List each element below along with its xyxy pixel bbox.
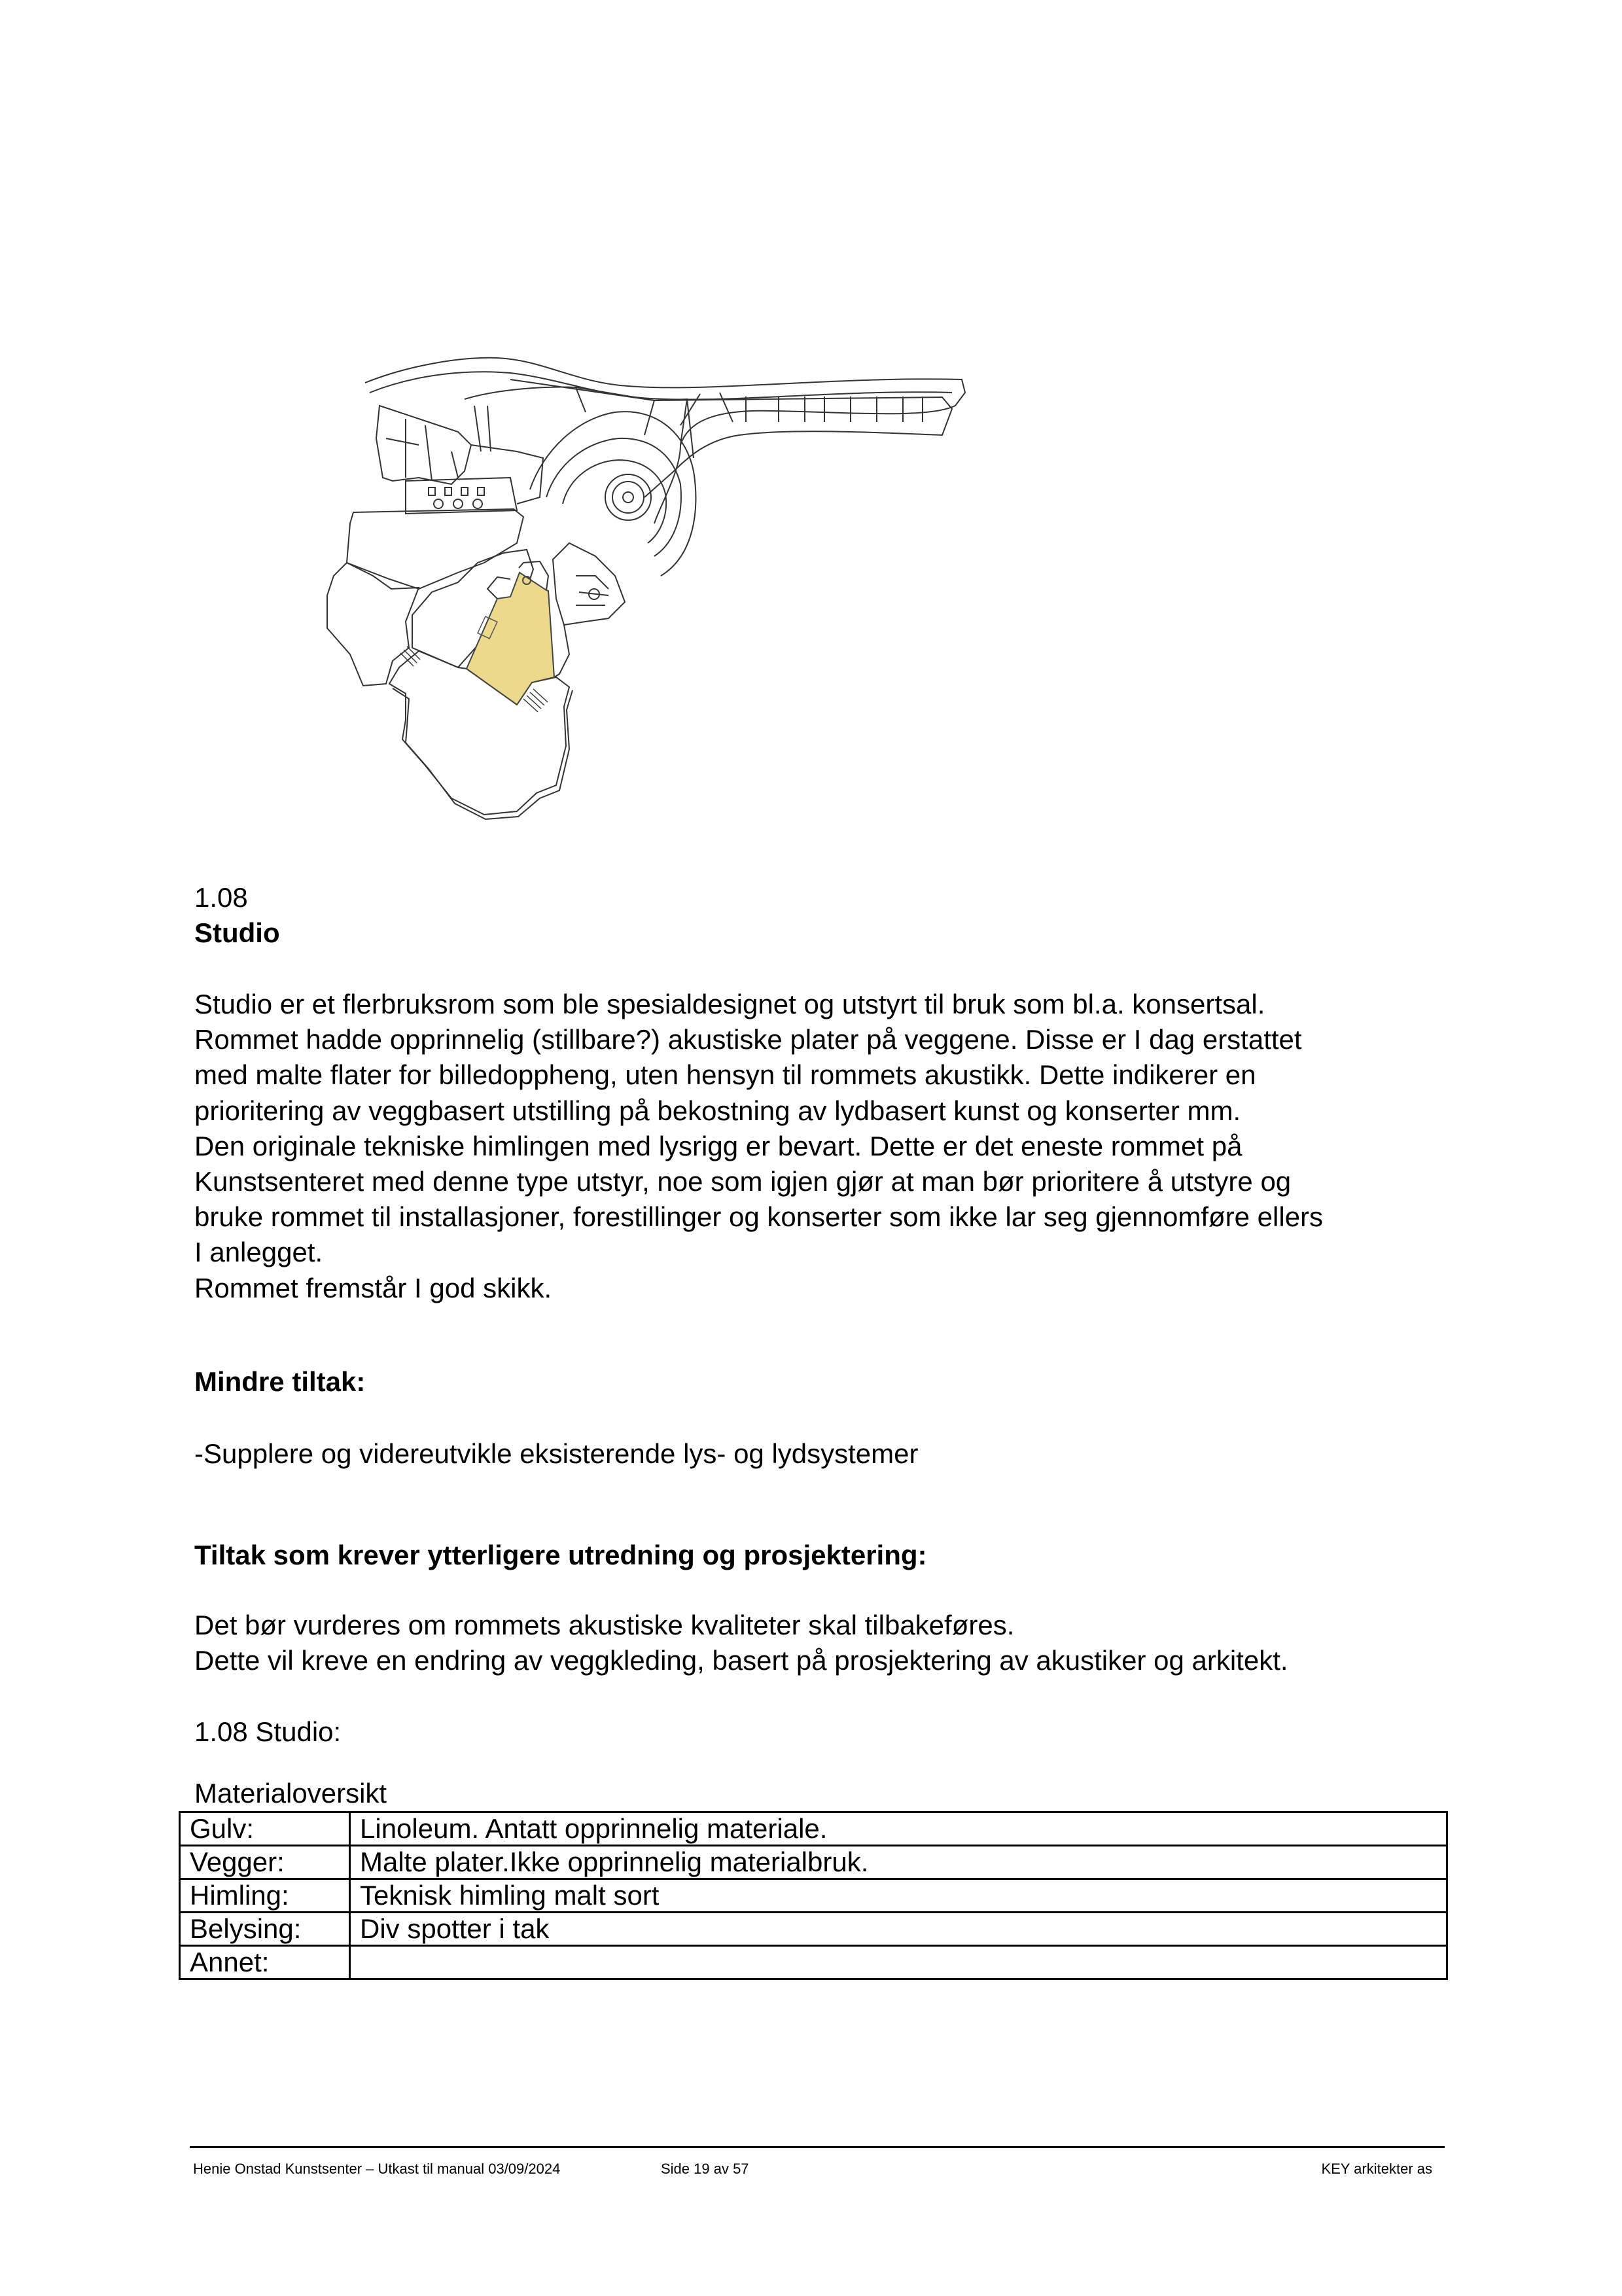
footer-divider xyxy=(190,2146,1445,2148)
table-row xyxy=(180,1913,1447,1946)
material-value: Malte plater.Ikke opprinnelig materialbruk. xyxy=(350,1846,1447,1879)
section-title: Studio xyxy=(194,917,280,948)
material-value xyxy=(350,1946,1447,1979)
plan-gallery-left xyxy=(327,563,419,686)
minor-measures-item: -Supplere og videreutvikle eksisterende lys- og lydsystemer xyxy=(194,1438,919,1469)
material-key: Himling: xyxy=(180,1879,350,1913)
material-key: Belysing: xyxy=(180,1913,350,1946)
description-line: Den originale tekniske himlingen med lysrigg er bevart. Dette er det eneste rommet på xyxy=(194,1130,1243,1161)
description-line: Kunstsenteret med denne type utstyr, noe som igjen gjør at man bør prioritere å utstyre og xyxy=(194,1166,1292,1197)
further-measures-line: Dette vil kreve en endring av veggkleding, basert på prosjektering av akustiker og arkitekt. xyxy=(194,1645,1288,1676)
minor-measures-heading: Mindre tiltak: xyxy=(194,1366,366,1397)
description-line: prioritering av veggbasert utstilling på bekostning av lydbasert kunst og konserter mm. xyxy=(194,1095,1241,1126)
material-value: Teknisk himling malt sort xyxy=(350,1879,1447,1913)
table-row xyxy=(180,1946,1447,1979)
footer-company: KEY arkitekter as xyxy=(1321,2161,1432,2177)
description-line: bruke rommet til installasjoner, forestillinger og konserter som ikke lar seg gjennomføre ellers xyxy=(194,1201,1324,1233)
further-measures-line: Det bør vurderes om rommets akustiske kvaliteter skal tilbakeføres. xyxy=(194,1610,1015,1640)
material-key: Annet: xyxy=(180,1946,350,1979)
material-key: Gulv: xyxy=(180,1812,350,1846)
materials-table xyxy=(179,1811,1448,1980)
description-line: I anlegget. xyxy=(194,1237,323,1268)
footer-document-title: Henie Onstad Kunstsenter – Utkast til manual 03/09/2024 xyxy=(193,2161,561,2177)
further-measures-heading: Tiltak som krever ytterligere utredning og prosjektering: xyxy=(194,1540,927,1570)
table-row xyxy=(180,1879,1447,1913)
material-value: Div spotter i tak xyxy=(350,1913,1447,1946)
description-line: Studio er et flerbruksrom som ble spesialdesignet og utstyrt til bruk som bl.a. konsertsal. xyxy=(194,989,1265,1019)
materials-room-label: 1.08 Studio: xyxy=(194,1716,342,1747)
material-value: Linoleum. Antatt opprinnelig materiale. xyxy=(350,1812,1447,1846)
plan-right-block xyxy=(553,543,625,625)
table-row xyxy=(180,1812,1447,1846)
footer-page-number: Side 19 av 57 xyxy=(661,2161,749,2177)
table-row xyxy=(180,1846,1447,1879)
description-line: Rommet hadde opprinnelig (stillbare?) akustiske plater på veggene. Disse er I dag erstattet xyxy=(194,1024,1302,1055)
description-line: Rommet fremstår I god skikk. xyxy=(194,1272,552,1303)
section-number: 1.08 xyxy=(194,882,248,913)
description-paragraph xyxy=(194,987,1323,1306)
plan-wing xyxy=(510,380,952,497)
description-line: med malte flater for billedoppheng, uten hensyn til rommets akustikk. Dette indikerer en xyxy=(194,1059,1256,1091)
studio-room-highlight xyxy=(467,573,554,705)
material-key: Vegger: xyxy=(180,1846,350,1879)
floor-plan-image xyxy=(314,340,995,838)
plan-outer-band xyxy=(365,358,965,523)
materials-caption: Materialoversikt xyxy=(194,1778,387,1809)
